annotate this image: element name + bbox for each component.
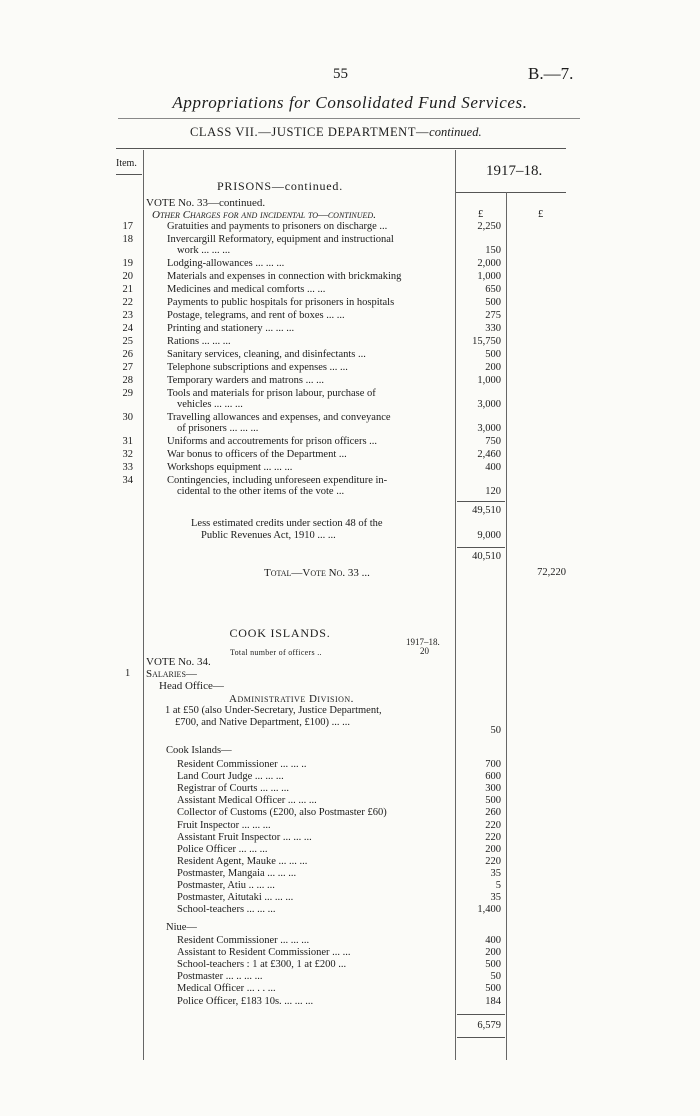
cook-subtotal-rule	[457, 1014, 505, 1015]
cook-islands-heading: COOK ISLANDS.	[229, 626, 331, 640]
cook-subtotal: 6,579	[477, 1020, 501, 1031]
item-amount: 1,000	[477, 271, 501, 282]
item-number: 21	[122, 284, 133, 295]
list-item-label: Postmaster, Atiu .. ... ...	[177, 880, 275, 891]
item-number: 34	[122, 475, 133, 486]
item-description: Postage, telegrams, and rent of boxes ... ...	[167, 310, 345, 321]
list-item-amount: 50	[490, 971, 501, 983]
table-row	[100, 349, 550, 360]
item-number: 27	[122, 362, 133, 373]
item-description: Materials and expenses in connection with brickmaking	[167, 271, 402, 282]
list-item-amount: 1,400	[477, 904, 501, 916]
item-number: 18	[122, 234, 133, 245]
list-item-label: Resident Agent, Mauke ... ... ...	[177, 855, 308, 867]
item-description: Contingencies, including unforeseen expenditure in-	[167, 475, 388, 486]
list-item-label: Assistant Medical Officer ... ... ...	[177, 795, 317, 807]
list-item	[100, 771, 550, 782]
list-item-amount: 5	[495, 880, 501, 891]
item-description: of prisoners ... ... ...	[177, 423, 259, 434]
class-heading-main: CLASS VII.—JUSTICE DEPARTMENT—	[190, 125, 430, 139]
item-description: Uniforms and accoutrements for prison officers ...	[167, 436, 378, 447]
item-amount: 650	[485, 284, 501, 295]
list-item-amount: 220	[485, 831, 501, 843]
item-description: cidental to the other items of the vote ...	[177, 486, 345, 497]
page-title: Appropriations for Consolidated Fund Services.	[172, 93, 528, 112]
item-amount: 2,000	[477, 258, 501, 269]
list-item	[100, 844, 550, 855]
vote-33-total-amount: 72,220	[537, 567, 566, 578]
currency-symbol: £	[538, 209, 544, 220]
list-item	[100, 983, 550, 994]
item-description: Printing and stationery ... ... ...	[167, 323, 295, 334]
item-amount: 15,750	[472, 336, 501, 347]
currency-symbol: £	[478, 209, 484, 220]
list-item-amount: 500	[485, 795, 501, 807]
list-item-label: Resident Commissioner ... ... ...	[177, 935, 310, 946]
page-reference: B.—7.	[528, 64, 574, 83]
item-number: 31	[122, 436, 133, 447]
list-item-label: Land Court Judge ... ... ...	[177, 771, 284, 783]
item-number: 29	[122, 388, 133, 399]
subtotal-rule	[457, 501, 505, 502]
officers-year-label: 1917–18.	[406, 637, 440, 647]
item-amount: 200	[485, 362, 501, 373]
officers-count: 20	[420, 646, 429, 656]
list-item	[100, 759, 550, 770]
table-row	[100, 284, 550, 295]
list-item	[100, 996, 550, 1007]
title-rule	[118, 118, 580, 119]
item-description: Gratuities and payments to prisoners on discharge ...	[167, 221, 388, 232]
list-item-label: Resident Commissioner ... ... ..	[177, 759, 307, 770]
item-amount: 500	[485, 349, 501, 360]
list-item-amount: 500	[485, 959, 501, 971]
item-description: Travelling allowances and expenses, and conveyance	[167, 412, 391, 423]
prisons-heading: PRISONS—continued.	[216, 179, 344, 193]
list-item-amount: 184	[485, 995, 501, 1007]
table-row	[100, 412, 550, 434]
list-item	[100, 856, 550, 867]
list-item-amount: 600	[485, 771, 501, 783]
item-number: 20	[122, 271, 133, 282]
item-number: 33	[122, 462, 133, 473]
item-amount: 275	[485, 310, 501, 321]
list-item-amount: 200	[485, 947, 501, 959]
list-item-amount: 400	[485, 935, 501, 946]
item-description: Invercargill Reformatory, equipment and instructional	[167, 234, 394, 245]
item-description: Rations ... ... ...	[167, 336, 231, 347]
item-number: 22	[122, 297, 133, 308]
list-item	[100, 807, 550, 818]
table-row	[100, 221, 550, 232]
list-item-label: Registrar of Courts ... ... ...	[177, 783, 289, 795]
vote-33-label: VOTE No. 33—continued.	[146, 197, 266, 209]
officers-label: Total number of officers ..	[230, 648, 322, 657]
table-row	[100, 310, 550, 321]
table-row	[100, 297, 550, 308]
admin-line: £700, and Native Department, £100) ... ...	[175, 717, 350, 728]
table-row	[100, 323, 550, 334]
list-item-amount: 220	[485, 819, 501, 831]
item-number: 25	[122, 336, 133, 347]
cook-islands-subheading: Cook Islands—	[166, 745, 232, 756]
table-row	[100, 234, 550, 256]
list-item-amount: 700	[485, 759, 501, 770]
list-item	[100, 783, 550, 794]
list-item-label: Police Officer ... ... ...	[177, 843, 268, 855]
list-item-label: Police Officer, £183 10s. ... ... ...	[177, 995, 314, 1007]
table-row	[100, 475, 550, 497]
list-item	[100, 904, 550, 915]
page-number: 55	[333, 66, 348, 82]
item-amount: 2,460	[477, 449, 501, 460]
item-description: Workshops equipment ... ... ...	[167, 462, 293, 473]
item-number: 23	[122, 310, 133, 321]
item-header-underline	[116, 174, 142, 175]
table-row	[100, 449, 550, 460]
item-amount: 2,250	[477, 221, 501, 232]
item-amount: 1,000	[477, 375, 501, 386]
class-heading-cont: continued.	[429, 125, 482, 139]
item-description: Sanitary services, cleaning, and disinfectants ...	[167, 349, 366, 360]
other-charges-subhead: Other Charges for and incidental to—continued.	[152, 209, 376, 221]
item-number: 1	[125, 668, 131, 679]
list-item	[100, 832, 550, 843]
table-row	[100, 362, 550, 373]
item-description: Medicines and medical comforts ... ...	[167, 284, 326, 295]
list-item	[100, 959, 550, 970]
item-number: 30	[122, 412, 133, 423]
list-item-label: Assistant to Resident Commissioner ... ...	[177, 947, 351, 959]
less-credits-amount: 9,000	[477, 530, 501, 541]
list-item-label: Fruit Inspector ... ... ...	[177, 819, 271, 831]
item-description: vehicles ... ... ...	[177, 399, 243, 410]
list-item-amount: 500	[485, 983, 501, 995]
item-amount: 3,000	[477, 423, 501, 434]
class-heading	[190, 125, 482, 140]
list-item-label: Assistant Fruit Inspector ... ... ...	[177, 831, 312, 843]
table-row	[100, 462, 550, 473]
less-credits-line: Less estimated credits under section 48 of the	[191, 518, 383, 529]
item-number: 32	[122, 449, 133, 460]
item-amount: 750	[485, 436, 501, 447]
prisons-subtotal: 49,510	[472, 505, 501, 516]
list-item-amount: 300	[485, 783, 501, 795]
list-item-label: Collector of Customs (£200, also Postmaster £60)	[177, 807, 387, 819]
item-number: 24	[122, 323, 133, 334]
table-row	[100, 271, 550, 282]
item-description: War bonus to officers of the Department ...	[167, 449, 347, 460]
admin-division-label: Administrative Division.	[229, 693, 354, 705]
list-item-label: School-teachers ... ... ...	[177, 904, 276, 916]
vote-33-total-label: Total—Vote No. 33 ...	[264, 567, 370, 579]
item-amount: 120	[485, 486, 501, 497]
head-office-label: Head Office—	[159, 680, 224, 692]
list-item	[100, 795, 550, 806]
item-column-header: Item.	[116, 158, 137, 169]
less-credits-line: Public Revenues Act, 1910 ... ...	[201, 530, 336, 541]
item-amount: 330	[485, 323, 501, 334]
year-column-header: 1917–18.	[486, 163, 543, 179]
list-item-label: Postmaster, Mangaia ... ... ...	[177, 867, 297, 879]
table-row	[100, 375, 550, 386]
list-item	[100, 947, 550, 958]
table-row	[100, 436, 550, 447]
item-description: Payments to public hospitals for prisoners in hospitals	[167, 297, 395, 308]
table-row	[100, 258, 550, 269]
prisons-net: 40,510	[472, 551, 501, 562]
list-item-label: Postmaster, Aitutaki ... ... ...	[177, 892, 294, 904]
list-item	[100, 820, 550, 831]
list-item-amount: 260	[485, 807, 501, 819]
header-rule	[116, 148, 566, 149]
niue-subheading: Niue—	[166, 922, 197, 933]
item-description: Temporary warders and matrons ... ...	[167, 375, 325, 386]
list-item-amount: 200	[485, 843, 501, 855]
list-item-amount: 35	[490, 892, 501, 904]
item-amount: 400	[485, 462, 501, 473]
table-row	[100, 388, 550, 410]
item-number: 26	[122, 349, 133, 360]
list-item	[100, 880, 550, 891]
item-number: 19	[122, 258, 133, 269]
list-item	[100, 971, 550, 982]
list-item	[100, 935, 550, 946]
item-description: Lodging-allowances ... ... ...	[167, 258, 285, 269]
list-item-amount: 220	[485, 855, 501, 867]
net-rule	[457, 547, 505, 548]
item-description: Telephone subscriptions and expenses ... ...	[167, 362, 348, 373]
item-amount: 500	[485, 297, 501, 308]
salaries-label: Salaries—	[146, 668, 197, 680]
vote-34-label: VOTE No. 34.	[146, 656, 211, 668]
list-item	[100, 868, 550, 879]
item-amount: 150	[485, 245, 501, 256]
list-item-label: School-teachers : 1 at £300, 1 at £200 ...	[177, 959, 347, 971]
cook-subtotal-underline	[457, 1037, 505, 1038]
admin-line: 1 at £50 (also Under-Secretary, Justice Department,	[165, 705, 382, 716]
table-row	[100, 336, 550, 347]
list-item-label: Medical Officer ... . . ...	[177, 983, 276, 995]
item-description: work ... ... ...	[177, 245, 231, 256]
list-item-label: Postmaster ... .. ... ...	[177, 971, 263, 983]
admin-amount: 50	[490, 725, 501, 736]
list-item	[100, 892, 550, 903]
item-description: Tools and materials for prison labour, purchase of	[167, 388, 376, 399]
list-item-amount: 35	[490, 867, 501, 879]
item-number: 28	[122, 375, 133, 386]
item-number: 17	[122, 221, 133, 232]
item-amount: 3,000	[477, 399, 501, 410]
